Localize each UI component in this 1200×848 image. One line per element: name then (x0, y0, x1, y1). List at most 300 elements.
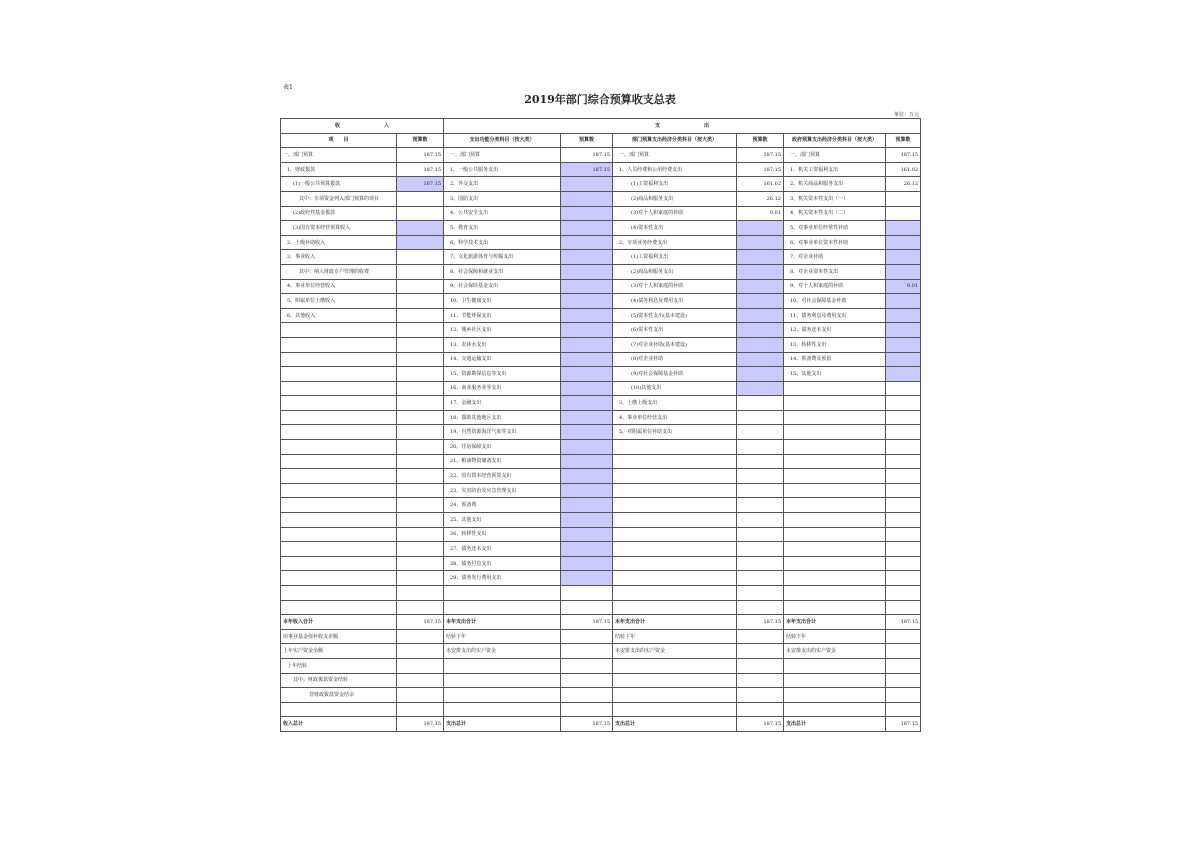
cell-income-item: 非财政拨款资金结余 (281, 688, 397, 703)
cell-function-item: 24、预备费 (444, 498, 561, 513)
cell-dept-econ-budget: 26.12 (737, 191, 784, 206)
table-row (281, 600, 921, 615)
cell-gov-econ-item: 11、债务利息及费用支出 (784, 308, 886, 323)
cell-gov-econ-item (784, 658, 886, 673)
cell-gov-econ-budget (886, 644, 921, 659)
cell-gov-econ-budget (886, 250, 921, 265)
cell-gov-econ-item (784, 396, 886, 411)
cell-function-item: 21、粮油物资储备支出 (444, 454, 561, 469)
cell-gov-econ-item: 6、对事业单位资本性补助 (784, 235, 886, 250)
cell-income-item: 收入总计 (281, 717, 397, 732)
cell-dept-econ-item: (8)对企业补助 (613, 352, 737, 367)
cell-function-item: 未安排支出的实户资金 (444, 644, 561, 659)
cell-income-item: 2、上级补助收入 (281, 235, 397, 250)
cell-gov-econ-item (784, 673, 886, 688)
cell-income-budget: 187.15 (397, 717, 444, 732)
cell-gov-econ-budget: 187.15 (886, 717, 921, 732)
table-row (281, 454, 921, 469)
cell-dept-econ-budget: 0.01 (737, 206, 784, 221)
cell-gov-econ-budget (886, 483, 921, 498)
cell-dept-econ-item: (4)债务利息及费用支出 (613, 294, 737, 309)
cell-dept-econ-budget (737, 688, 784, 703)
cell-dept-econ-budget (737, 644, 784, 659)
cell-function-budget (561, 688, 613, 703)
cell-dept-econ-budget (737, 658, 784, 673)
cell-dept-econ-item (613, 673, 737, 688)
cell-dept-econ-budget (737, 586, 784, 601)
cell-dept-econ-budget: 187.15 (737, 615, 784, 630)
cell-gov-econ-budget: 187.15 (886, 615, 921, 630)
cell-gov-econ-item: 1、机关工资福利支出 (784, 162, 886, 177)
table-row (281, 629, 921, 644)
cell-function-budget (561, 264, 613, 279)
col-header-function-class: 支出功能分类科目（按大类） (444, 133, 561, 148)
cell-dept-econ-budget (737, 396, 784, 411)
cell-income-budget: 187.15 (397, 148, 444, 163)
cell-function-item (444, 586, 561, 601)
table-row (281, 177, 921, 192)
cell-gov-econ-item (784, 571, 886, 586)
cell-function-budget: 187.15 (561, 148, 613, 163)
cell-gov-econ-budget (886, 410, 921, 425)
cell-gov-econ-budget (886, 367, 921, 382)
cell-gov-econ-item: 8、对企业资本性支出 (784, 264, 886, 279)
cell-dept-econ-item (613, 556, 737, 571)
cell-gov-econ-item: 5、对事业单位经常性补助 (784, 221, 886, 236)
cell-dept-econ-item: (4)资本性支出 (613, 221, 737, 236)
cell-dept-econ-item: (3)对个人和家庭的补助 (613, 206, 737, 221)
cell-income-item: (1)一般公共预算拨款 (281, 177, 397, 192)
cell-dept-econ-item: 5、对附属单位补助支出 (613, 425, 737, 440)
table-row (281, 235, 921, 250)
cell-function-item: 结转下年 (444, 629, 561, 644)
cell-gov-econ-budget (886, 673, 921, 688)
cell-gov-econ-item (784, 469, 886, 484)
table-row (281, 294, 921, 309)
cell-function-item: 10、卫生健康支出 (444, 294, 561, 309)
page-title: 2019年部门综合预算收支总表 (524, 93, 676, 106)
cell-dept-econ-item: (6)资本性支出 (613, 323, 737, 338)
cell-gov-econ-item (784, 381, 886, 396)
cell-income-item (281, 396, 397, 411)
cell-dept-econ-budget (737, 513, 784, 528)
table-row (281, 191, 921, 206)
table-row (281, 673, 921, 688)
income-section-header: 收 入 (281, 119, 444, 134)
table-row (281, 352, 921, 367)
cell-function-item (444, 673, 561, 688)
cell-gov-econ-budget (886, 469, 921, 484)
cell-income-budget (397, 454, 444, 469)
cell-income-budget (397, 410, 444, 425)
cell-function-budget (561, 425, 613, 440)
cell-income-item: 1、财政拨款 (281, 162, 397, 177)
cell-gov-econ-budget (886, 323, 921, 338)
table-row (281, 308, 921, 323)
cell-income-budget (397, 367, 444, 382)
cell-gov-econ-budget (886, 658, 921, 673)
cell-function-item: 3、国防支出 (444, 191, 561, 206)
cell-gov-econ-item (784, 702, 886, 717)
cell-function-budget (561, 221, 613, 236)
cell-gov-econ-item: 14、预备费及预留 (784, 352, 886, 367)
cell-gov-econ-budget (886, 221, 921, 236)
cell-income-budget (397, 498, 444, 513)
cell-function-budget (561, 177, 613, 192)
cell-income-item (281, 337, 397, 352)
cell-gov-econ-budget (886, 352, 921, 367)
col-header-budget: 预算数 (737, 133, 784, 148)
cell-gov-econ-item: 支出总计 (784, 717, 886, 732)
cell-income-item: 上年结转 (281, 658, 397, 673)
cell-function-item: 支出总计 (444, 717, 561, 732)
table-row (281, 483, 921, 498)
table-row (281, 381, 921, 396)
cell-function-item: 12、城乡社区支出 (444, 323, 561, 338)
cell-income-item (281, 352, 397, 367)
cell-income-item (281, 483, 397, 498)
cell-function-budget (561, 396, 613, 411)
cell-dept-econ-item: 4、事业单位经营支出 (613, 410, 737, 425)
cell-function-budget (561, 191, 613, 206)
cell-gov-econ-item: 一、部门预算 (784, 148, 886, 163)
table-row (281, 688, 921, 703)
cell-function-item: 5、教育支出 (444, 221, 561, 236)
cell-gov-econ-item: 未安排支出的实户资金 (784, 644, 886, 659)
cell-income-item: 其中：财政拨款资金结转 (281, 673, 397, 688)
cell-function-item (444, 658, 561, 673)
cell-dept-econ-item: (9)对社会保障基金补助 (613, 367, 737, 382)
cell-function-item: 11、节能环保支出 (444, 308, 561, 323)
cell-function-budget (561, 527, 613, 542)
unit-label: 单位：万元 (893, 112, 919, 118)
table-number-label: 表1 (283, 84, 293, 91)
cell-function-item: 14、交通运输支出 (444, 352, 561, 367)
cell-dept-econ-item (613, 483, 737, 498)
cell-dept-econ-budget (737, 308, 784, 323)
cell-gov-econ-item (784, 410, 886, 425)
cell-dept-econ-budget (737, 673, 784, 688)
cell-gov-econ-budget (886, 702, 921, 717)
cell-income-item: 上年实户资金余额 (281, 644, 397, 659)
cell-dept-econ-budget (737, 702, 784, 717)
cell-dept-econ-budget: 187.15 (737, 148, 784, 163)
table-row (281, 323, 921, 338)
cell-function-budget (561, 469, 613, 484)
cell-income-item (281, 498, 397, 513)
cell-gov-econ-budget (886, 294, 921, 309)
cell-income-budget (397, 469, 444, 484)
cell-function-item: 2、外交支出 (444, 177, 561, 192)
cell-income-budget (397, 396, 444, 411)
cell-dept-econ-item: (5)资本性支出(基本建设) (613, 308, 737, 323)
cell-function-budget (561, 410, 613, 425)
cell-function-item: 16、商业服务业等支出 (444, 381, 561, 396)
cell-function-budget (561, 571, 613, 586)
table-row (281, 658, 921, 673)
cell-income-item: (2)政府性基金拨款 (281, 206, 397, 221)
cell-income-budget (397, 235, 444, 250)
cell-gov-econ-item: 本年支出合计 (784, 615, 886, 630)
cell-function-budget (561, 279, 613, 294)
cell-gov-econ-item (784, 513, 886, 528)
cell-dept-econ-item: 1、人员经费和公用经费支出 (613, 162, 737, 177)
cell-income-budget (397, 425, 444, 440)
cell-income-budget (397, 571, 444, 586)
cell-income-item (281, 381, 397, 396)
cell-function-item (444, 688, 561, 703)
cell-gov-econ-budget (886, 600, 921, 615)
cell-dept-econ-budget (737, 571, 784, 586)
cell-dept-econ-budget (737, 440, 784, 455)
cell-function-item: 27、债务还本支出 (444, 542, 561, 557)
cell-gov-econ-budget: 187.15 (886, 148, 921, 163)
col-header-dept-econ-class: 部门预算支出经济分类科目（按大类） (613, 133, 737, 148)
cell-dept-econ-budget (737, 264, 784, 279)
cell-function-item (444, 600, 561, 615)
cell-function-item: 19、自然资源海洋气象等支出 (444, 425, 561, 440)
cell-gov-econ-item (784, 542, 886, 557)
cell-function-item: 20、住房保障支出 (444, 440, 561, 455)
cell-dept-econ-item (613, 658, 737, 673)
table-row (281, 556, 921, 571)
cell-income-budget (397, 527, 444, 542)
cell-gov-econ-budget (886, 498, 921, 513)
cell-dept-econ-budget: 161.02 (737, 177, 784, 192)
cell-dept-econ-budget (737, 556, 784, 571)
cell-function-budget (561, 250, 613, 265)
cell-dept-econ-item (613, 542, 737, 557)
cell-dept-econ-budget (737, 367, 784, 382)
cell-gov-econ-item: 结转下年 (784, 629, 886, 644)
cell-function-item: 6、科学技术支出 (444, 235, 561, 250)
cell-income-budget (397, 337, 444, 352)
cell-dept-econ-item: 本年支出合计 (613, 615, 737, 630)
col-header-item: 项 目 (281, 133, 397, 148)
cell-income-budget (397, 206, 444, 221)
cell-gov-econ-budget (886, 542, 921, 557)
col-header-gov-econ-class: 政府预算支出经济分类科目（按大类） (784, 133, 886, 148)
cell-gov-econ-item (784, 688, 886, 703)
cell-income-item (281, 454, 397, 469)
cell-dept-econ-budget (737, 425, 784, 440)
cell-function-item: 23、灾害防治及应急管理支出 (444, 483, 561, 498)
cell-income-budget (397, 352, 444, 367)
table-row (281, 469, 921, 484)
cell-function-budget (561, 337, 613, 352)
cell-income-item (281, 469, 397, 484)
cell-function-budget: 187.15 (561, 162, 613, 177)
cell-gov-econ-budget (886, 235, 921, 250)
cell-function-budget (561, 381, 613, 396)
cell-income-item (281, 527, 397, 542)
cell-gov-econ-budget (886, 337, 921, 352)
cell-income-budget (397, 308, 444, 323)
cell-dept-econ-budget (737, 454, 784, 469)
cell-gov-econ-budget: 0.01 (886, 279, 921, 294)
cell-dept-econ-item: 2、专项业务经费支出 (613, 235, 737, 250)
cell-gov-econ-budget: 161.02 (886, 162, 921, 177)
cell-dept-econ-budget: 187.15 (737, 717, 784, 732)
expense-section-header: 支 出 (444, 119, 921, 134)
cell-gov-econ-item (784, 600, 886, 615)
cell-gov-econ-item (784, 527, 886, 542)
cell-function-budget (561, 454, 613, 469)
cell-function-item: 1、一般公共服务支出 (444, 162, 561, 177)
cell-income-item (281, 425, 397, 440)
cell-function-item: 7、文化旅游体育与传媒支出 (444, 250, 561, 265)
cell-income-budget (397, 250, 444, 265)
cell-dept-econ-item (613, 513, 737, 528)
cell-dept-econ-item (613, 702, 737, 717)
cell-income-budget (397, 586, 444, 601)
cell-function-budget (561, 367, 613, 382)
cell-function-budget (561, 586, 613, 601)
cell-dept-econ-budget (737, 600, 784, 615)
cell-gov-econ-item (784, 454, 886, 469)
cell-dept-econ-budget (737, 381, 784, 396)
cell-dept-econ-item: (1)工资福利支出 (613, 250, 737, 265)
cell-gov-econ-budget (886, 440, 921, 455)
cell-gov-econ-item (784, 425, 886, 440)
cell-function-budget: 187.15 (561, 717, 613, 732)
budget-summary-table (280, 118, 921, 732)
cell-gov-econ-budget (886, 629, 921, 644)
cell-income-budget: 187.15 (397, 162, 444, 177)
cell-gov-econ-budget (886, 556, 921, 571)
col-header-budget: 预算数 (886, 133, 921, 148)
cell-income-budget (397, 513, 444, 528)
cell-dept-econ-item (613, 600, 737, 615)
cell-income-budget (397, 279, 444, 294)
table-row (281, 410, 921, 425)
cell-gov-econ-budget (886, 381, 921, 396)
cell-function-item: 9、社会保险基金支出 (444, 279, 561, 294)
cell-gov-econ-budget (886, 586, 921, 601)
cell-dept-econ-budget (737, 337, 784, 352)
cell-gov-econ-item (784, 556, 886, 571)
cell-function-budget (561, 629, 613, 644)
table-row (281, 615, 921, 630)
cell-dept-econ-budget (737, 221, 784, 236)
cell-income-budget (397, 294, 444, 309)
cell-income-budget (397, 221, 444, 236)
cell-gov-econ-item: 2、机关商品和服务支出 (784, 177, 886, 192)
cell-function-budget (561, 308, 613, 323)
cell-function-item: 28、债务付息支出 (444, 556, 561, 571)
cell-dept-econ-item: (2)商品和服务支出 (613, 264, 737, 279)
table-row (281, 148, 921, 163)
cell-dept-econ-item (613, 527, 737, 542)
cell-gov-econ-item (784, 483, 886, 498)
cell-income-budget (397, 323, 444, 338)
cell-dept-econ-budget (737, 483, 784, 498)
table-row (281, 717, 921, 732)
cell-income-item: 5、附属单位上缴收入 (281, 294, 397, 309)
cell-function-budget (561, 673, 613, 688)
cell-dept-econ-item: 一、部门预算 (613, 148, 737, 163)
cell-gov-econ-budget (886, 191, 921, 206)
cell-dept-econ-item: (3)对个人和家庭的补助 (613, 279, 737, 294)
cell-income-budget: 187.15 (397, 177, 444, 192)
cell-function-budget (561, 440, 613, 455)
cell-dept-econ-budget (737, 352, 784, 367)
cell-income-item (281, 323, 397, 338)
cell-function-item (444, 702, 561, 717)
cell-dept-econ-item: 未安排支出的实户资金 (613, 644, 737, 659)
cell-function-budget (561, 658, 613, 673)
cell-dept-econ-item (613, 454, 737, 469)
col-header-budget: 预算数 (397, 133, 444, 148)
cell-function-budget (561, 542, 613, 557)
cell-gov-econ-budget (886, 206, 921, 221)
table-row (281, 513, 921, 528)
cell-gov-econ-budget (886, 308, 921, 323)
table-row (281, 367, 921, 382)
cell-income-item: 4、事业单位经营收入 (281, 279, 397, 294)
cell-function-item: 15、资源勘探信息等支出 (444, 367, 561, 382)
cell-gov-econ-budget (886, 425, 921, 440)
cell-function-budget (561, 600, 613, 615)
cell-gov-econ-item (784, 586, 886, 601)
cell-dept-econ-item (613, 440, 737, 455)
cell-dept-econ-item: (10)其他支出 (613, 381, 737, 396)
table-row (281, 279, 921, 294)
cell-function-budget (561, 513, 613, 528)
cell-income-item: 其中：专项资金列入部门预算的项目 (281, 191, 397, 206)
cell-income-item: 3、事业收入 (281, 250, 397, 265)
cell-income-item (281, 556, 397, 571)
cell-function-budget (561, 702, 613, 717)
cell-dept-econ-item: (2)商品和服务支出 (613, 191, 737, 206)
cell-dept-econ-budget (737, 294, 784, 309)
cell-income-item (281, 410, 397, 425)
cell-gov-econ-item: 3、机关资本性支出（一） (784, 191, 886, 206)
cell-gov-econ-item: 13、转移性支出 (784, 337, 886, 352)
cell-income-budget: 187.15 (397, 615, 444, 630)
cell-dept-econ-item (613, 586, 737, 601)
cell-income-budget (397, 600, 444, 615)
cell-gov-econ-item (784, 440, 886, 455)
table-row (281, 542, 921, 557)
cell-income-budget (397, 673, 444, 688)
cell-income-budget (397, 542, 444, 557)
cell-income-item (281, 513, 397, 528)
cell-income-item: 本年收入合计 (281, 615, 397, 630)
cell-gov-econ-item: 12、债务还本支出 (784, 323, 886, 338)
cell-gov-econ-budget (886, 571, 921, 586)
col-header-budget: 预算数 (561, 133, 613, 148)
cell-income-budget (397, 688, 444, 703)
table-row (281, 425, 921, 440)
cell-gov-econ-item: 7、对企业补助 (784, 250, 886, 265)
table-row (281, 396, 921, 411)
cell-income-item: (3)国有资本经营预算收入 (281, 221, 397, 236)
table-row (281, 644, 921, 659)
cell-dept-econ-budget (737, 250, 784, 265)
cell-dept-econ-budget (737, 410, 784, 425)
cell-dept-econ-item: (1)工资福利支出 (613, 177, 737, 192)
cell-dept-econ-item (613, 571, 737, 586)
cell-function-item: 25、其他支出 (444, 513, 561, 528)
cell-function-budget (561, 206, 613, 221)
cell-gov-econ-item: 10、对社会保障基金补助 (784, 294, 886, 309)
table-row (281, 498, 921, 513)
cell-dept-econ-budget (737, 323, 784, 338)
cell-income-budget (397, 191, 444, 206)
cell-function-budget: 187.15 (561, 615, 613, 630)
cell-income-budget (397, 483, 444, 498)
